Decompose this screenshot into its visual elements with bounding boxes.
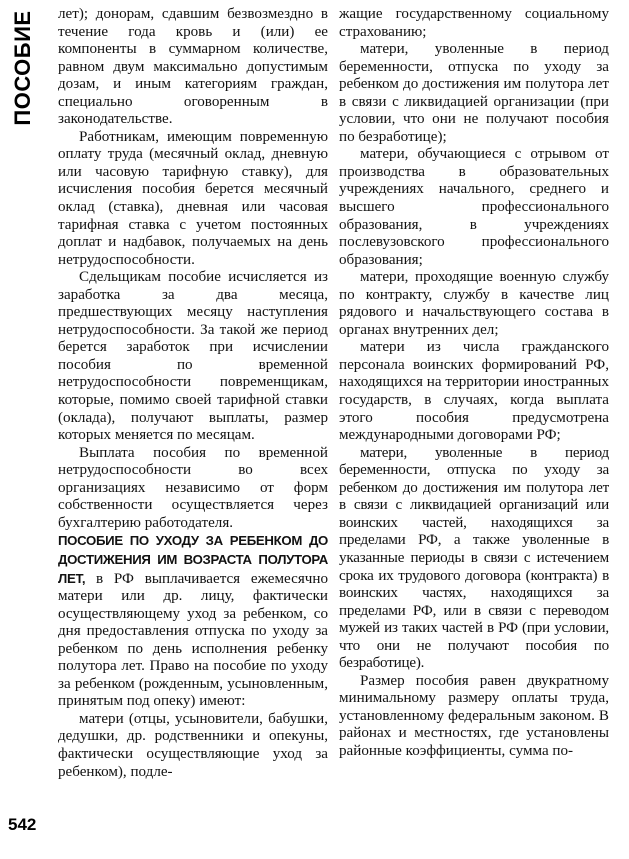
- left-paragraph-6: матери (отцы, усыновители, бабушки, дедушки, др. родственники и опекуны, фактически осуществляющие уход за ребенком), подле-: [58, 710, 328, 780]
- right-paragraph-1: жащие государственному социальному страхованию;: [339, 6, 609, 40]
- right-paragraph-4: матери, проходящие военную службу по контракту, службу в качестве лиц рядового и начальствующего состава в органах внутренних дел;: [339, 269, 609, 338]
- left-paragraph-3: Сдельщикам пособие исчисляется из заработка за два месяца, предшествующих месяцу наступления нетрудоспособности. За такой же период берется заработок при исчислении пособия по временной нетрудоспособности повременщикам, которые, помимо своей тарифной ставки (оклада), получают выплаты, размер которых меняется по месяцам.: [58, 269, 328, 444]
- left-paragraph-1: лет); донорам, сдавшим безвозмездно в течение года кровь и (или) ее компоненты в суммарном количестве, равном двум максимально допустимым дозам, и иным категориям граждан, специально оговоренным в законодательстве.: [58, 6, 328, 128]
- right-paragraph-3: матери, обучающиеся с отрывом от производства в образовательных учреждениях начального, среднего и высшего профессионального образования, в учреждениях послевузовского профессионального образования;: [339, 146, 609, 268]
- right-paragraph-7: Размер пособия равен двукратному минимальному размеру оплаты труда, установленному федеральным законом. В районах и местностях, где установлены районные коэффициенты, сумма по-: [339, 672, 609, 759]
- left-paragraph-2: Работникам, имеющим повременную оплату труда (месячный оклад, дневную или часовую тарифную ставку), для исчисления пособия берется месячный оклад (ставка), дневная или часовая тарифная ставка с учетом постоянных доплат и надбавок, получаемых на день нетрудоспособности.: [58, 128, 328, 268]
- entry-term: ПОСОБИЕ ПО УХОДУ ЗА РЕБЕНКОМ ДО ДОСТИЖЕНИЯ ИМ ВОЗРАСТА ПОЛУТОРА ЛЕТ,: [58, 533, 328, 586]
- right-paragraph-5: матери из числа гражданского персонала воинских формирований РФ, находящихся на территории иностранных государств, в случаях, когда выплата этого пособия предусмотрена международными договорами РФ;: [339, 339, 609, 444]
- right-column: [339, 6, 609, 761]
- section-heading-text: ПОСОБИЕ: [10, 9, 35, 126]
- page-number: 542: [8, 815, 37, 834]
- left-paragraph-5: [58, 532, 328, 710]
- left-paragraph-4: Выплата пособия по временной нетрудоспособности во всех организациях независимо от форм собственности осуществляется через бухгалтерию работодателя.: [58, 444, 328, 531]
- left-column: [58, 6, 328, 781]
- right-paragraph-2: матери, уволенные в период беременности, отпуска по уходу за ребенком до достижения им полутора лет в связи с ликвидацией организации (при условии, что они не получают пособия по безработице);: [339, 41, 609, 145]
- right-paragraph-6: матери, уволенные в период беременности, отпуска по уходу за ребенком до достижения им полутора лет в связи с ликвидацией организаций или воинских частей, находящихся за пределами РФ, а также уволенные в указанные периоды в связи с истечением срока их трудового договора (контракта) в воинских частях, находящихся за пределами РФ, или в связи с переводом мужей из таких частей в РФ (при условии, что они не получают пособия по безработице).: [339, 444, 609, 672]
- entry-definition: в РФ выплачивается ежемесячно матери или др. лицу, фактически осуществляющему уход за ребенком, со дня предоставления отпуска по уходу за ребенком по день исполнения ребенку полутора лет. Право на пособие по уходу за ребенком (рожденным, усыновленным, принятым под опеку) имеют:: [58, 570, 328, 710]
- section-heading-vertical: [6, 10, 40, 125]
